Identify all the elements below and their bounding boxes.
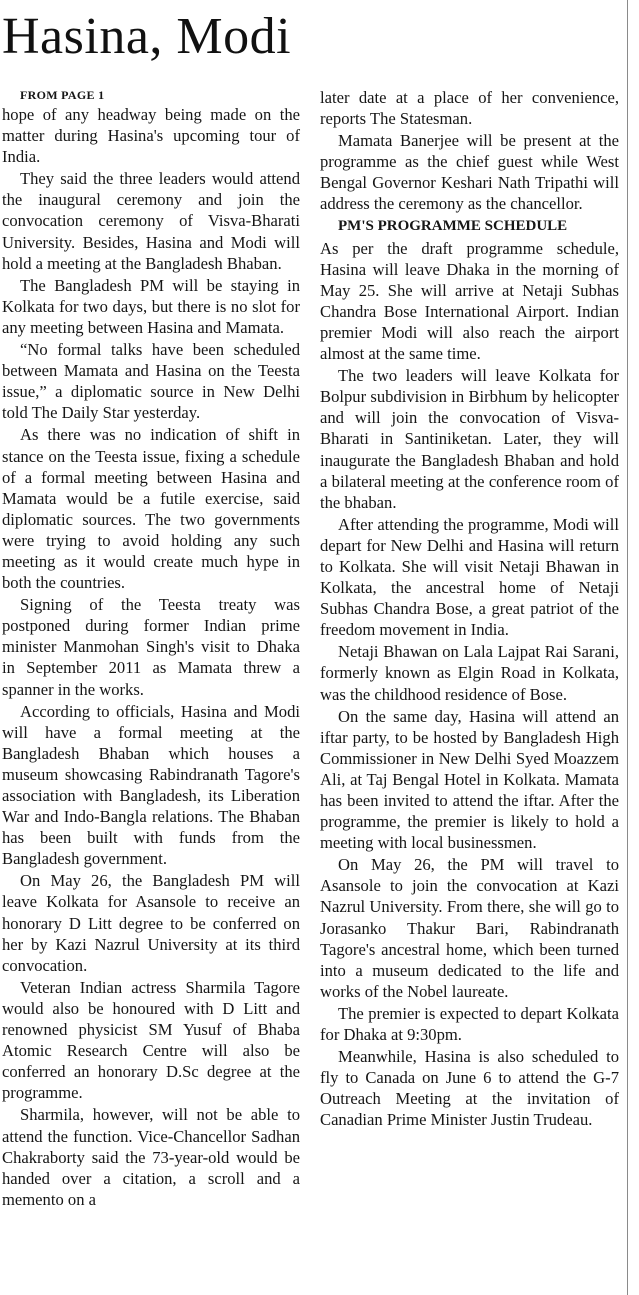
paragraph: Signing of the Teesta treaty was postponed during former Indian prime minister Manmohan Singh's visit to Dhaka in September 2011 as Mamata threw a spanner in the works. [2, 595, 300, 699]
paragraph: The two leaders will leave Kolkata for Bolpur subdivision in Birbhum by helicopter and will join the convocation of Visva-Bharati in Santiniketan. Later, they will inaugurate the Bangladesh Bhaban and hold a bilateral meeting at the conference room of the bhaban. [320, 366, 619, 512]
paragraph: According to officials, Hasina and Modi will have a formal meeting at the Bangladesh Bhaban which houses a museum showcasing Rabindranath Tagore's association with Bangladesh, its Liberation War and Indo-Bangla relations. The Bhaban has been built with funds from the Bangladesh government. [2, 701, 300, 869]
paragraph: The premier is expected to depart Kolkata for Dhaka at 9:30pm. [320, 1003, 619, 1045]
paragraph: Netaji Bhawan on Lala Lajpat Rai Sarani, formerly known as Elgin Road in Kolkata, was the childhood residence of Bose. [320, 642, 619, 704]
paragraph: Sharmila, however, will not be able to attend the function. Vice-Chancellor Sadhan Chakraborty said the 73-year-old would be handed over a citation, a scroll and a memento on a [2, 1105, 300, 1209]
paragraph: The Bangladesh PM will be staying in Kolkata for two days, but there is no slot for any meeting between Hasina and Mamata. [2, 275, 300, 337]
paragraph: Veteran Indian actress Sharmila Tagore would also be honoured with D Litt and renowned physicist SM Yusuf of Bhaba Atomic Research Centre will also be conferred an honorary D.Sc degree at the programme. [2, 977, 300, 1103]
paragraph: On the same day, Hasina will attend an iftar party, to be hosted by Bangladesh High Commissioner in New Delhi Syed Moazzem Ali, at Taj Bengal Hotel in Kolkata. Mamata has been invited to attend the iftar. After the programme, the premier is likely to hold a meeting with local businessmen. [320, 706, 619, 853]
paragraph: As there was no indication of shift in stance on the Teesta issue, fixing a schedule of a formal meeting between Hasina and Mamata would be a futile exercise, said diplomatic sources. The two governments were trying to avoid holding any such meeting as it would create much hype in both the countries. [2, 425, 300, 593]
paragraph: On May 26, the PM will travel to Asansole to join the convocation at Kazi Nazrul University. From there, she will go to Jorasanko Thakur Bari, Rabindranath Tagore's ancestral home, which been turned into a museum dedicated to the life and works of the Nobel laureate. [320, 855, 619, 1001]
article-column-left [2, 87, 300, 1210]
paragraph: Meanwhile, Hasina is also scheduled to fly to Canada on June 6 to attend the G-7 Outreach Meeting at the invitation of Canadian Prime Minister Justin Trudeau. [320, 1047, 619, 1130]
continuation-kicker: FROM PAGE 1 [20, 88, 105, 102]
column-rule [627, 0, 628, 1295]
paragraph: “No formal talks have been scheduled between Mamata and Hasina on the Teesta issue,” a diplomatic source in New Delhi told The Daily Star yesterday. [2, 340, 300, 423]
paragraph: After attending the programme, Modi will depart for New Delhi and Hasina will return to Kolkata. She will visit Netaji Bhawan in Kolkata, the ancestral home of Netaji Subhas Chandra Bose, a great patriot of the freedom movement in India. [320, 514, 619, 640]
paragraph: As per the draft programme schedule, Hasina will leave Dhaka in the morning of May 25. She will arrive at Netaji Subhas Chandra Bose International Airport. Indian premier Modi will also reach the airport almost at the same time. [320, 238, 619, 364]
paragraph: On May 26, the Bangladesh PM will leave Kolkata for Asansole to receive an honorary D Litt degree to be conferred on her by Kazi Nazrul University at its third convocation. [2, 871, 300, 975]
section-subhead: PM'S PROGRAMME SCHEDULE [338, 217, 568, 234]
paragraph: Mamata Banerjee will be present at the programme as the chief guest while West Bengal Governor Keshari Nath Tripathi will address the ceremony as the chancellor. [320, 131, 619, 214]
paragraph: hope of any headway being made on the matter during Hasina's upcoming tour of India. [2, 105, 300, 167]
article-column-right [320, 87, 619, 1131]
paragraph: They said the three leaders would attend the inaugural ceremony and join the convocation ceremony of Visva-Bharati University. Besides, Hasina and Modi will hold a meeting at the Bangladesh Bhaban. [2, 169, 300, 273]
paragraph: later date at a place of her convenience, reports The Statesman. [320, 88, 619, 129]
headline: Hasina, Modi [2, 8, 292, 65]
